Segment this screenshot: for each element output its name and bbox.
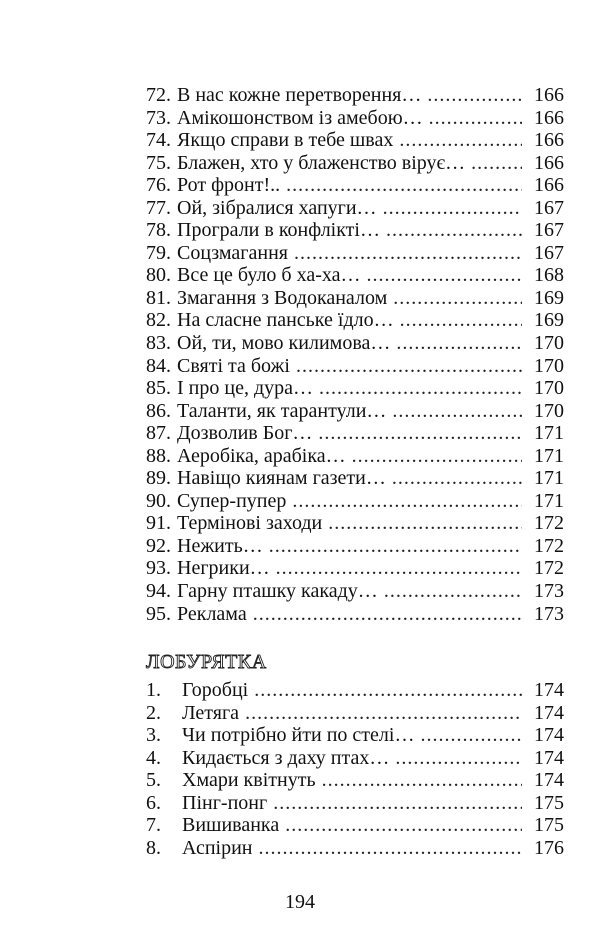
leader-dots	[319, 377, 522, 400]
entry-number: 80.	[146, 264, 171, 287]
toc-entry	[146, 242, 564, 265]
toc-entry	[146, 219, 564, 242]
entry-number: 77.	[146, 196, 171, 219]
page-number: 194	[285, 891, 315, 913]
leader-dots	[396, 332, 522, 355]
entry-number: 4.	[146, 746, 161, 769]
entry-title: Термінові заходи	[177, 512, 323, 535]
toc-entry	[146, 309, 564, 332]
toc-entry	[146, 814, 564, 837]
leader-dots	[292, 490, 522, 513]
entry-title: Таланти, як тарантули…	[177, 399, 387, 422]
toc-entry	[146, 792, 564, 815]
entry-page: 174	[534, 701, 564, 724]
entry-title: Чи потрібно йти по стелі…	[182, 724, 415, 747]
leader-dots	[253, 603, 522, 626]
entry-title: Гарну пташку какаду…	[177, 580, 378, 603]
toc-entry	[146, 445, 564, 468]
toc-entry	[146, 557, 564, 580]
entry-number: 87.	[146, 422, 171, 445]
section-table-of-contents	[146, 679, 564, 859]
entry-number: 81.	[146, 286, 171, 309]
leader-dots	[328, 512, 522, 535]
leader-dots	[420, 724, 522, 747]
toc-entry	[146, 264, 564, 287]
entry-number: 5.	[146, 769, 161, 792]
toc-entry	[146, 603, 564, 626]
toc-entry	[146, 400, 564, 423]
entry-title: Ой, зібралися хапуги…	[177, 196, 377, 219]
toc-entry	[146, 129, 564, 152]
entry-page: 172	[534, 557, 564, 580]
entry-page: 166	[534, 129, 564, 152]
entry-number: 95.	[146, 602, 171, 625]
entry-number: 79.	[146, 241, 171, 264]
entry-page: 174	[534, 679, 564, 701]
entry-number: 88.	[146, 444, 171, 467]
entry-number: 74.	[146, 129, 171, 152]
entry-number: 83.	[146, 332, 171, 355]
entry-title: Летяга	[182, 701, 240, 724]
entry-page: 171	[534, 422, 564, 445]
entry-title: Ой, ти, мово килимова…	[177, 332, 391, 355]
entry-title: Вишиванка	[182, 814, 280, 837]
entry-title: Святі та божі	[177, 354, 290, 377]
entry-number: 2.	[146, 701, 161, 724]
toc-entry	[146, 377, 564, 400]
entry-page: 171	[534, 467, 564, 490]
entry-page: 167	[534, 219, 564, 242]
entry-number: 92.	[146, 534, 171, 557]
table-of-contents	[146, 84, 564, 625]
entry-title: Дозволив Бог…	[177, 422, 313, 445]
entry-page: 166	[534, 151, 564, 174]
entry-number: 94.	[146, 580, 171, 603]
entry-page: 166	[534, 84, 564, 106]
entry-title: Якщо справи в тебе швах	[177, 129, 394, 152]
section-heading: ЛОБУРЯТКА	[146, 651, 267, 673]
entry-title: Пінг-понг	[182, 791, 268, 814]
leader-dots	[254, 679, 522, 702]
leader-dots	[400, 309, 522, 332]
leader-dots	[429, 107, 522, 130]
entry-title: Блажен, хто у блаженство вірує…	[177, 151, 466, 174]
entry-page: 174	[534, 746, 564, 769]
toc-entry	[146, 702, 564, 725]
toc-entry	[146, 679, 564, 702]
entry-number: 1.	[146, 679, 161, 701]
toc-entry	[146, 490, 564, 513]
entry-number: 7.	[146, 814, 161, 837]
entry-title: Кидається з даху птах…	[182, 746, 390, 769]
toc-entry	[146, 84, 564, 107]
toc-entry	[146, 174, 564, 197]
entry-number: 8.	[146, 836, 161, 859]
entry-page: 174	[534, 769, 564, 792]
leader-dots	[427, 84, 522, 107]
leader-dots	[276, 557, 522, 580]
entry-page: 166	[534, 106, 564, 129]
leader-dots	[383, 197, 522, 220]
toc-entry	[146, 197, 564, 220]
entry-title: Реклама	[177, 602, 247, 625]
entry-page: 167	[534, 241, 564, 264]
entry-page: 173	[534, 580, 564, 603]
entry-page: 172	[534, 512, 564, 535]
entry-page: 169	[534, 286, 564, 309]
toc-entry	[146, 580, 564, 603]
leader-dots	[393, 287, 522, 310]
leader-dots	[399, 129, 522, 152]
entry-page: 176	[534, 836, 564, 859]
entry-number: 89.	[146, 467, 171, 490]
entry-title: Амікошонством із амебою…	[177, 106, 423, 129]
entry-page: 170	[534, 399, 564, 422]
entry-title: Соцзмагання	[177, 241, 288, 264]
entry-page: 170	[534, 354, 564, 377]
entry-page: 170	[534, 332, 564, 355]
leader-dots	[285, 814, 522, 837]
leader-dots	[352, 445, 522, 468]
entry-page: 173	[534, 602, 564, 625]
entry-page: 174	[534, 724, 564, 747]
leader-dots	[245, 702, 522, 725]
entry-number: 90.	[146, 489, 171, 512]
toc-entry	[146, 535, 564, 558]
leader-dots	[384, 580, 522, 603]
entry-title: Змагання з Водоканалом	[177, 286, 388, 309]
entry-number: 84.	[146, 354, 171, 377]
entry-page: 171	[534, 444, 564, 467]
entry-number: 86.	[146, 399, 171, 422]
toc-entry	[146, 467, 564, 490]
entry-title: Все це було б ха-ха…	[177, 264, 361, 287]
leader-dots	[395, 747, 522, 770]
entry-number: 72.	[146, 84, 171, 106]
entry-number: 75.	[146, 151, 171, 174]
toc-entry	[146, 152, 564, 175]
toc-entry	[146, 769, 564, 792]
entry-title: Програли в конфлікті…	[177, 219, 380, 242]
entry-page: 175	[534, 814, 564, 837]
toc-entry	[146, 422, 564, 445]
entry-page: 169	[534, 309, 564, 332]
leader-dots	[322, 769, 522, 792]
entry-title: Аспірин	[182, 836, 253, 859]
leader-dots	[367, 264, 523, 287]
entry-number: 76.	[146, 174, 171, 197]
entry-number: 91.	[146, 512, 171, 535]
leader-dots	[294, 242, 522, 265]
toc-entry	[146, 512, 564, 535]
leader-dots	[392, 400, 522, 423]
toc-entry	[146, 724, 564, 747]
entry-title: На сласне панське їдло…	[177, 309, 394, 332]
entry-number: 73.	[146, 106, 171, 129]
toc-entry	[146, 107, 564, 130]
entry-title: Аеробіка, арабіка…	[177, 444, 346, 467]
leader-dots	[392, 467, 522, 490]
leader-dots	[386, 219, 522, 242]
entry-title: Нежить…	[177, 534, 263, 557]
entry-number: 82.	[146, 309, 171, 332]
entry-number: 85.	[146, 377, 171, 400]
entry-page: 171	[534, 489, 564, 512]
leader-dots	[318, 422, 522, 445]
entry-number: 93.	[146, 557, 171, 580]
leader-dots	[269, 535, 522, 558]
leader-dots	[286, 174, 522, 197]
entry-title: Негрики…	[177, 557, 270, 580]
leader-dots	[259, 837, 523, 860]
toc-entry	[146, 837, 564, 860]
entry-title: Навіщо киянам газети…	[177, 467, 386, 490]
entry-title: І про це, дура…	[177, 377, 313, 400]
entry-title: Рот фронт!..	[177, 174, 281, 197]
toc-entry	[146, 287, 564, 310]
entry-number: 78.	[146, 219, 171, 242]
leader-dots	[273, 792, 522, 815]
entry-number: 6.	[146, 791, 161, 814]
entry-page: 167	[534, 196, 564, 219]
toc-entry	[146, 355, 564, 378]
toc-entry	[146, 747, 564, 770]
entry-title: Горобці	[182, 679, 249, 701]
entry-title: Супер-пупер	[177, 489, 287, 512]
entry-title: В нас кожне перетворення…	[177, 84, 422, 106]
entry-page: 172	[534, 534, 564, 557]
entry-title: Хмари квітнуть	[182, 769, 316, 792]
entry-page: 170	[534, 377, 564, 400]
entry-page: 175	[534, 791, 564, 814]
entry-page: 166	[534, 174, 564, 197]
toc-entry	[146, 332, 564, 355]
entry-page: 168	[534, 264, 564, 287]
entry-number: 3.	[146, 724, 161, 747]
leader-dots	[471, 152, 522, 175]
leader-dots	[296, 355, 522, 378]
